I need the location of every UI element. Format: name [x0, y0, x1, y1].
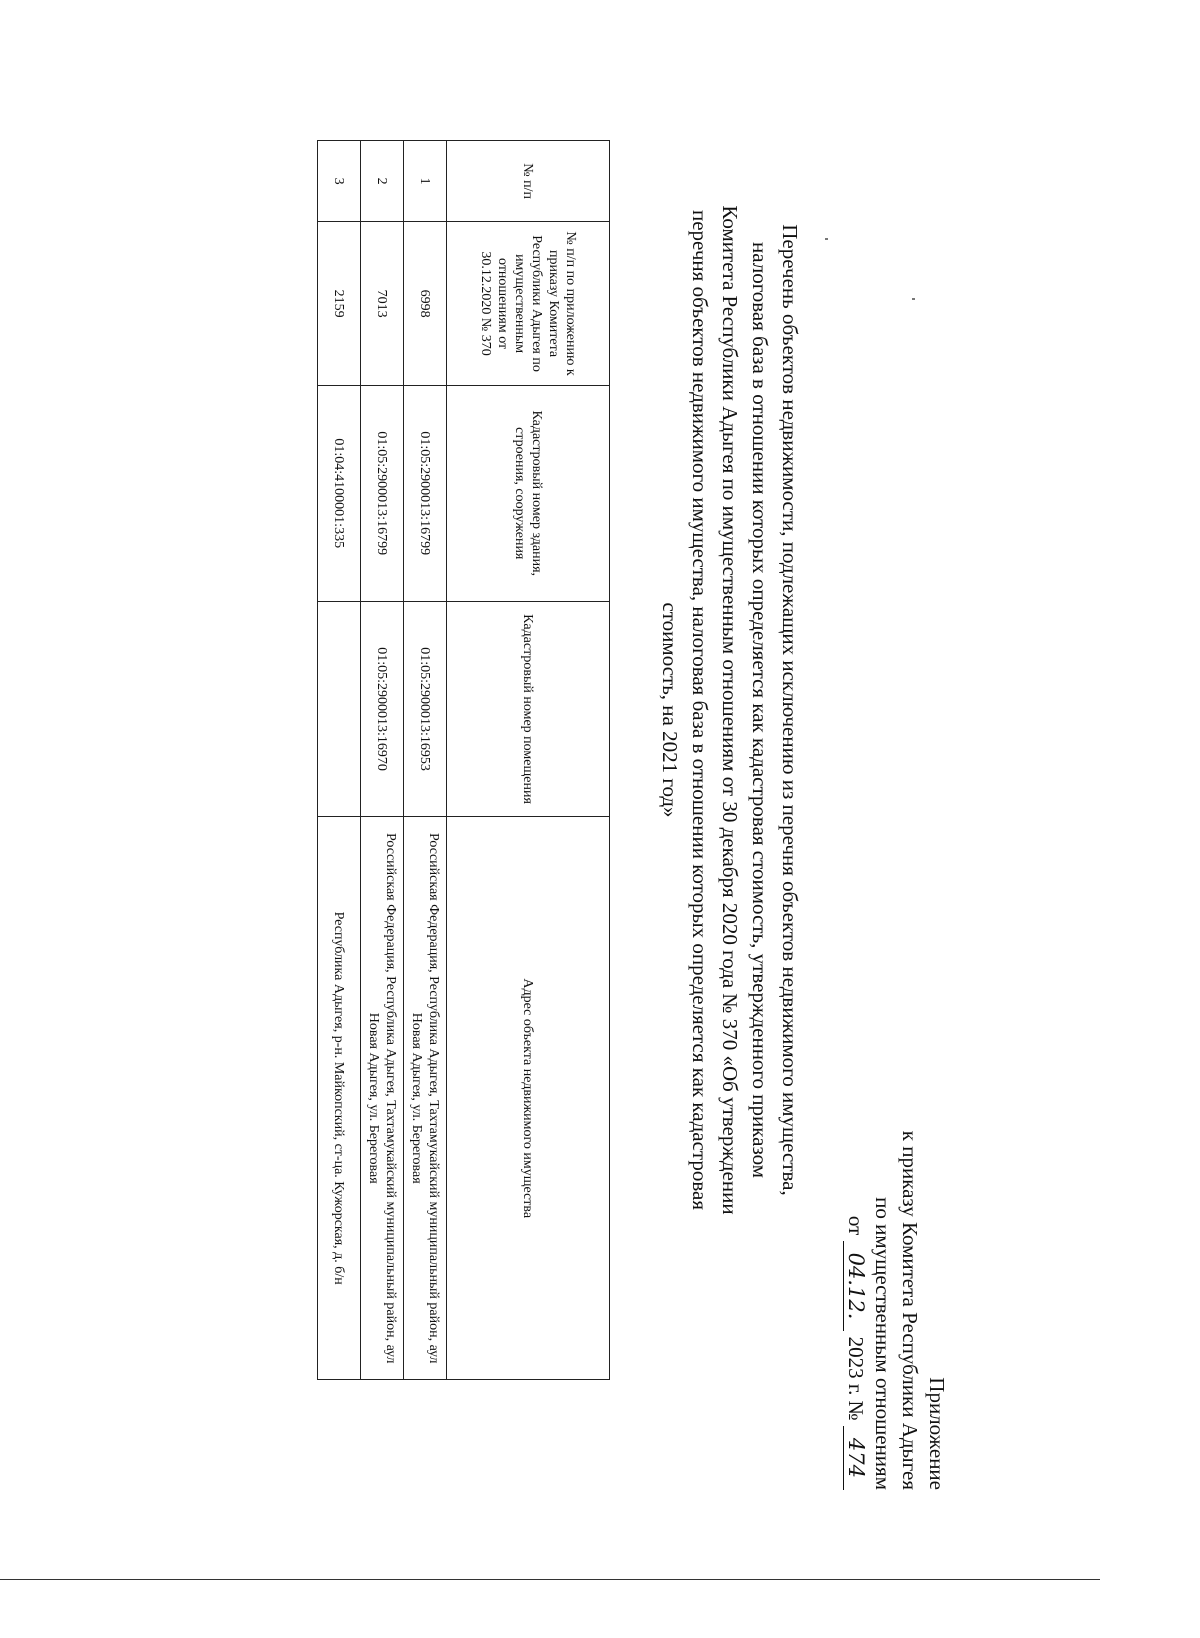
cell-prev-num: 7013 — [361, 222, 404, 386]
cell-num: 1 — [404, 141, 447, 222]
appendix-committee-line: по имущественным отношениям — [871, 1197, 895, 1490]
cell-building-cadastral: 01:05:2900013:16799 — [404, 385, 447, 601]
cell-num: 2 — [361, 141, 404, 222]
title-line-4: перечня объектов недвижимого имущества, налоговая база в отношении которых определяется как кадастровая — [688, 210, 712, 1210]
date-year: 2023 г. № — [844, 1336, 868, 1421]
title-line-2: налоговая база в отношении которых определяется как кадастровая стоимость, утвержденного приказом — [748, 241, 772, 1179]
header-room-cadastral: Кадастровый номер помещения — [447, 601, 610, 817]
cell-room-cadastral: 01:05:2900013:16970 — [361, 601, 404, 817]
cell-address: Российская Федерация, Республика Адыгея, Тахтамукайский муниципальный район, аул Новая Адыгея, ул. Береговая — [404, 817, 447, 1380]
cell-building-cadastral: 01:05:2900013:16799 — [361, 385, 404, 601]
cell-room-cadastral — [318, 601, 361, 817]
header-address: Адрес объекта недвижимого имущества — [447, 817, 610, 1380]
cell-prev-num: 2159 — [318, 222, 361, 386]
scan-speck — [912, 298, 915, 300]
header-prev-num: № п/п по приложению к приказу Комитета Республики Адыгея по имущественным отношениям от 30.12.2020 № 370 — [447, 222, 610, 386]
scan-edge-line — [0, 1579, 1100, 1580]
appendix-order-line: к приказу Комитета Республики Адыгея — [898, 1130, 922, 1490]
cell-room-cadastral: 01:05:2900013:16953 — [404, 601, 447, 817]
rotated-document — [250, 80, 950, 1520]
table-header-row — [447, 141, 610, 1380]
appendix-label: Приложение — [925, 1377, 949, 1490]
cell-address: Республика Адыгея, р-н. Майкопский, ст-ца. Кужорская, д. б/н — [318, 817, 361, 1380]
handwritten-number: 474 — [843, 1426, 868, 1490]
title-line-5: стоимость, на 2021 год» — [658, 602, 682, 818]
appendix-date-line — [842, 1131, 869, 1490]
cell-prev-num: 6998 — [404, 222, 447, 386]
appendix-header — [842, 1131, 950, 1490]
cell-address: Российская Федерация, Республика Адыгея, Тахтамукайский муниципальный район, аул Новая Адыгея, ул. Береговая — [361, 817, 404, 1380]
table-row — [404, 141, 447, 1380]
document-title — [655, 140, 805, 1280]
cell-building-cadastral: 01:04:4100001:335 — [318, 385, 361, 601]
objects-table — [317, 140, 610, 1380]
header-building-cadastral: Кадастровый номер здания, строения, сооружения — [447, 385, 610, 601]
title-line-1: Перечень объектов недвижимости, подлежащих исключению из перечня объектов недвижимого имущества, — [778, 224, 802, 1196]
title-line-3: Комитета Республики Адыгея по имущественным отношениям от 30 декабря 2020 года № 370 «Об утверждении — [718, 205, 742, 1215]
date-prefix: от — [844, 1215, 868, 1236]
table-row — [318, 141, 361, 1380]
handwritten-date: 04.12. — [843, 1241, 868, 1332]
table-row — [361, 141, 404, 1380]
header-num: № п/п — [447, 141, 610, 222]
scan-speck — [825, 238, 828, 240]
cell-num: 3 — [318, 141, 361, 222]
